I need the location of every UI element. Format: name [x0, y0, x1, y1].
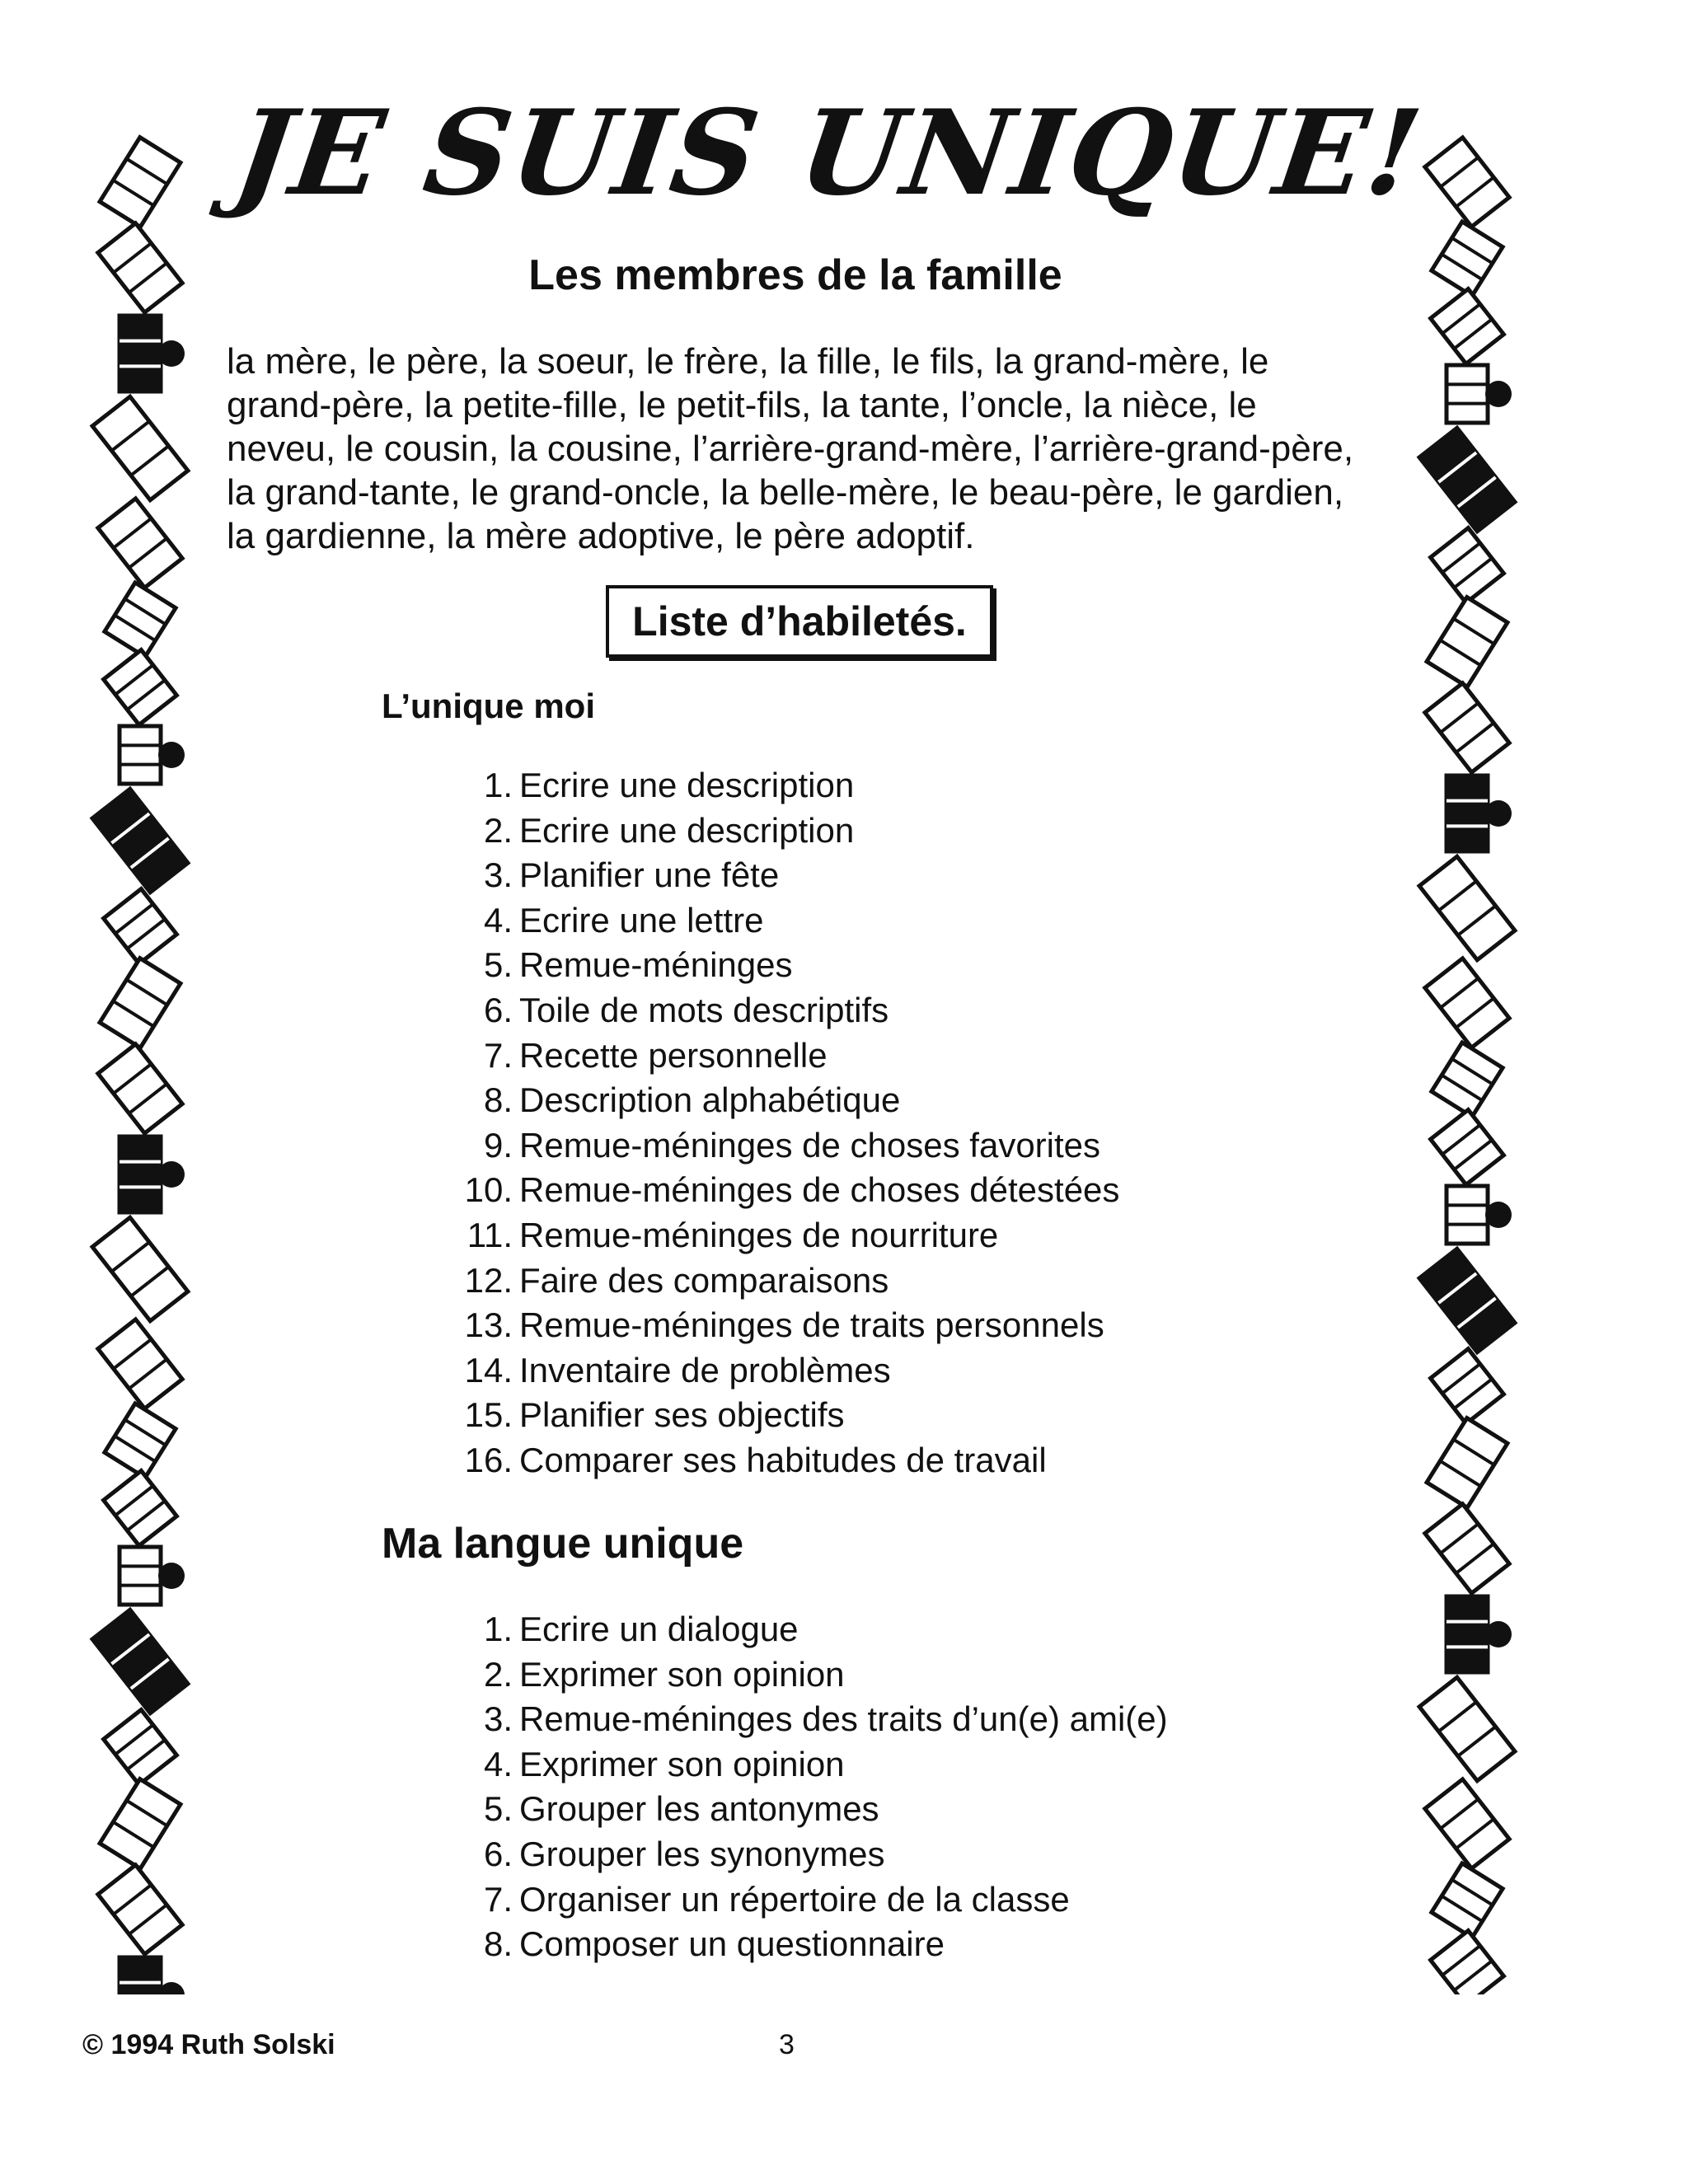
list-item: [429, 808, 1119, 854]
list-item-number: 16.: [464, 1440, 513, 1479]
skill-list-langue-unique: [429, 1607, 1168, 1967]
list-item: [429, 1697, 1168, 1742]
list-item-text: Inventaire de problèmes: [519, 1350, 891, 1390]
list-item-number: 11.: [467, 1215, 513, 1254]
list-item-number: 6.: [483, 990, 513, 1029]
list-item: [429, 1832, 1168, 1877]
list-item-number: 8.: [483, 1080, 513, 1120]
list-item-text: Grouper les synonymes: [519, 1834, 885, 1873]
skill-list-unique-moi: [429, 763, 1119, 1483]
list-item-number: 4.: [483, 900, 513, 940]
list-item-text: Ecrire un dialogue: [519, 1610, 799, 1648]
list-item-text: Remue-méninges de choses favorites: [519, 1125, 1101, 1165]
section-heading-langue-unique: Ma langue unique: [382, 1520, 744, 1568]
list-item-text: Ecrire une lettre: [519, 900, 764, 940]
list-item-text: Remue-méninges de traits personnels: [519, 1305, 1104, 1345]
list-item: [429, 1652, 1168, 1698]
skills-list-box: [606, 585, 993, 658]
list-item-text: Remue-méninges de choses détestées: [519, 1170, 1120, 1210]
list-item-number: 2.: [483, 810, 513, 850]
list-item-number: 10.: [464, 1170, 513, 1210]
list-item-text: Faire des comparaisons: [519, 1260, 889, 1300]
list-item-text: Exprimer son opinion: [519, 1744, 845, 1783]
copyright-notice: © 1994 Ruth Solski: [82, 2029, 335, 2060]
list-item: [429, 1787, 1168, 1832]
book-stack-icon: [1414, 0, 1521, 1994]
list-item-number: 3.: [483, 855, 513, 895]
list-item: [429, 943, 1119, 988]
list-item: [429, 853, 1119, 898]
list-item: [429, 1168, 1119, 1213]
list-item: [429, 1438, 1119, 1483]
list-item-text: Remue-méninges: [519, 945, 793, 985]
list-item-number: 12.: [464, 1260, 513, 1300]
list-item: [429, 1922, 1168, 1967]
list-item-number: 5.: [483, 945, 513, 985]
list-item-text: Ecrire une description: [519, 810, 855, 850]
book-stack-icon: [87, 0, 194, 1994]
family-members-text: la mère, le père, la soeur, le frère, la fille, le fils, la grand-mère, le grand-père, la petite-fille, le petit-fils, la tante, l’oncle, la nièce, le neveu, le cousin, la cousine, l’arrière-grand-mère, l’arrière-grand-père, la grand-tante, le grand-oncle, la belle-mère, le beau-père, le gardien, la gardienne, la mère adoptive, le père adoptif.: [227, 341, 1354, 556]
list-item-number: 14.: [464, 1350, 513, 1390]
list-item-number: 9.: [483, 1125, 513, 1165]
list-item: [429, 1123, 1119, 1169]
section-heading-unique-moi: L’unique moi: [382, 687, 595, 725]
list-item-text: Toile de mots descriptifs: [519, 990, 889, 1029]
list-item: [429, 898, 1119, 944]
list-item: [429, 1213, 1119, 1258]
list-item: [429, 988, 1119, 1033]
list-item: [429, 763, 1119, 808]
list-item-text: Remue-méninges des traits d’un(e) ami(e): [519, 1699, 1168, 1739]
list-item: [429, 1742, 1168, 1788]
family-heading: Les membres de la famille: [528, 251, 1062, 299]
list-item-text: Organiser un répertoire de la classe: [519, 1879, 1070, 1919]
list-item: [429, 1078, 1119, 1123]
list-item-text: Exprimer son opinion: [519, 1654, 845, 1694]
list-item-text: Remue-méninges de nourriture: [519, 1215, 999, 1254]
list-item-text: Composer un questionnaire: [519, 1924, 945, 1964]
list-item-number: 13.: [464, 1305, 513, 1345]
list-item-number: 2.: [483, 1654, 513, 1694]
list-item-number: 8.: [483, 1924, 513, 1964]
list-item-number: 7.: [483, 1879, 513, 1919]
list-item-text: Planifier ses objectifs: [519, 1395, 845, 1435]
page-title: JE SUIS UNIQUE!: [226, 85, 1431, 222]
left-book-border: [87, 0, 194, 1994]
skills-box-label: Liste d’habiletés.: [632, 598, 967, 644]
list-item-number: 3.: [483, 1699, 513, 1739]
list-item: [429, 1393, 1119, 1438]
right-book-border: [1414, 0, 1521, 1994]
list-item-number: 1.: [483, 1610, 513, 1648]
list-item-number: 1.: [483, 766, 513, 804]
list-item: [429, 1877, 1168, 1923]
list-item-number: 5.: [483, 1789, 513, 1829]
list-item-text: Comparer ses habitudes de travail: [519, 1440, 1047, 1479]
list-item: [429, 1033, 1119, 1079]
list-item-number: 6.: [483, 1834, 513, 1873]
list-item-number: 15.: [464, 1395, 513, 1435]
list-item: [429, 1303, 1119, 1348]
list-item-text: Ecrire une description: [519, 766, 855, 804]
list-item-text: Grouper les antonymes: [519, 1789, 879, 1829]
list-item-text: Recette personnelle: [519, 1035, 828, 1075]
list-item: [429, 1348, 1119, 1394]
list-item: [429, 1258, 1119, 1304]
page-number: 3: [779, 2029, 795, 2060]
list-item-number: 7.: [483, 1035, 513, 1075]
list-item-number: 4.: [483, 1744, 513, 1783]
list-item-text: Planifier une fête: [519, 855, 780, 895]
list-item: [429, 1607, 1168, 1652]
list-item-text: Description alphabétique: [519, 1080, 901, 1120]
